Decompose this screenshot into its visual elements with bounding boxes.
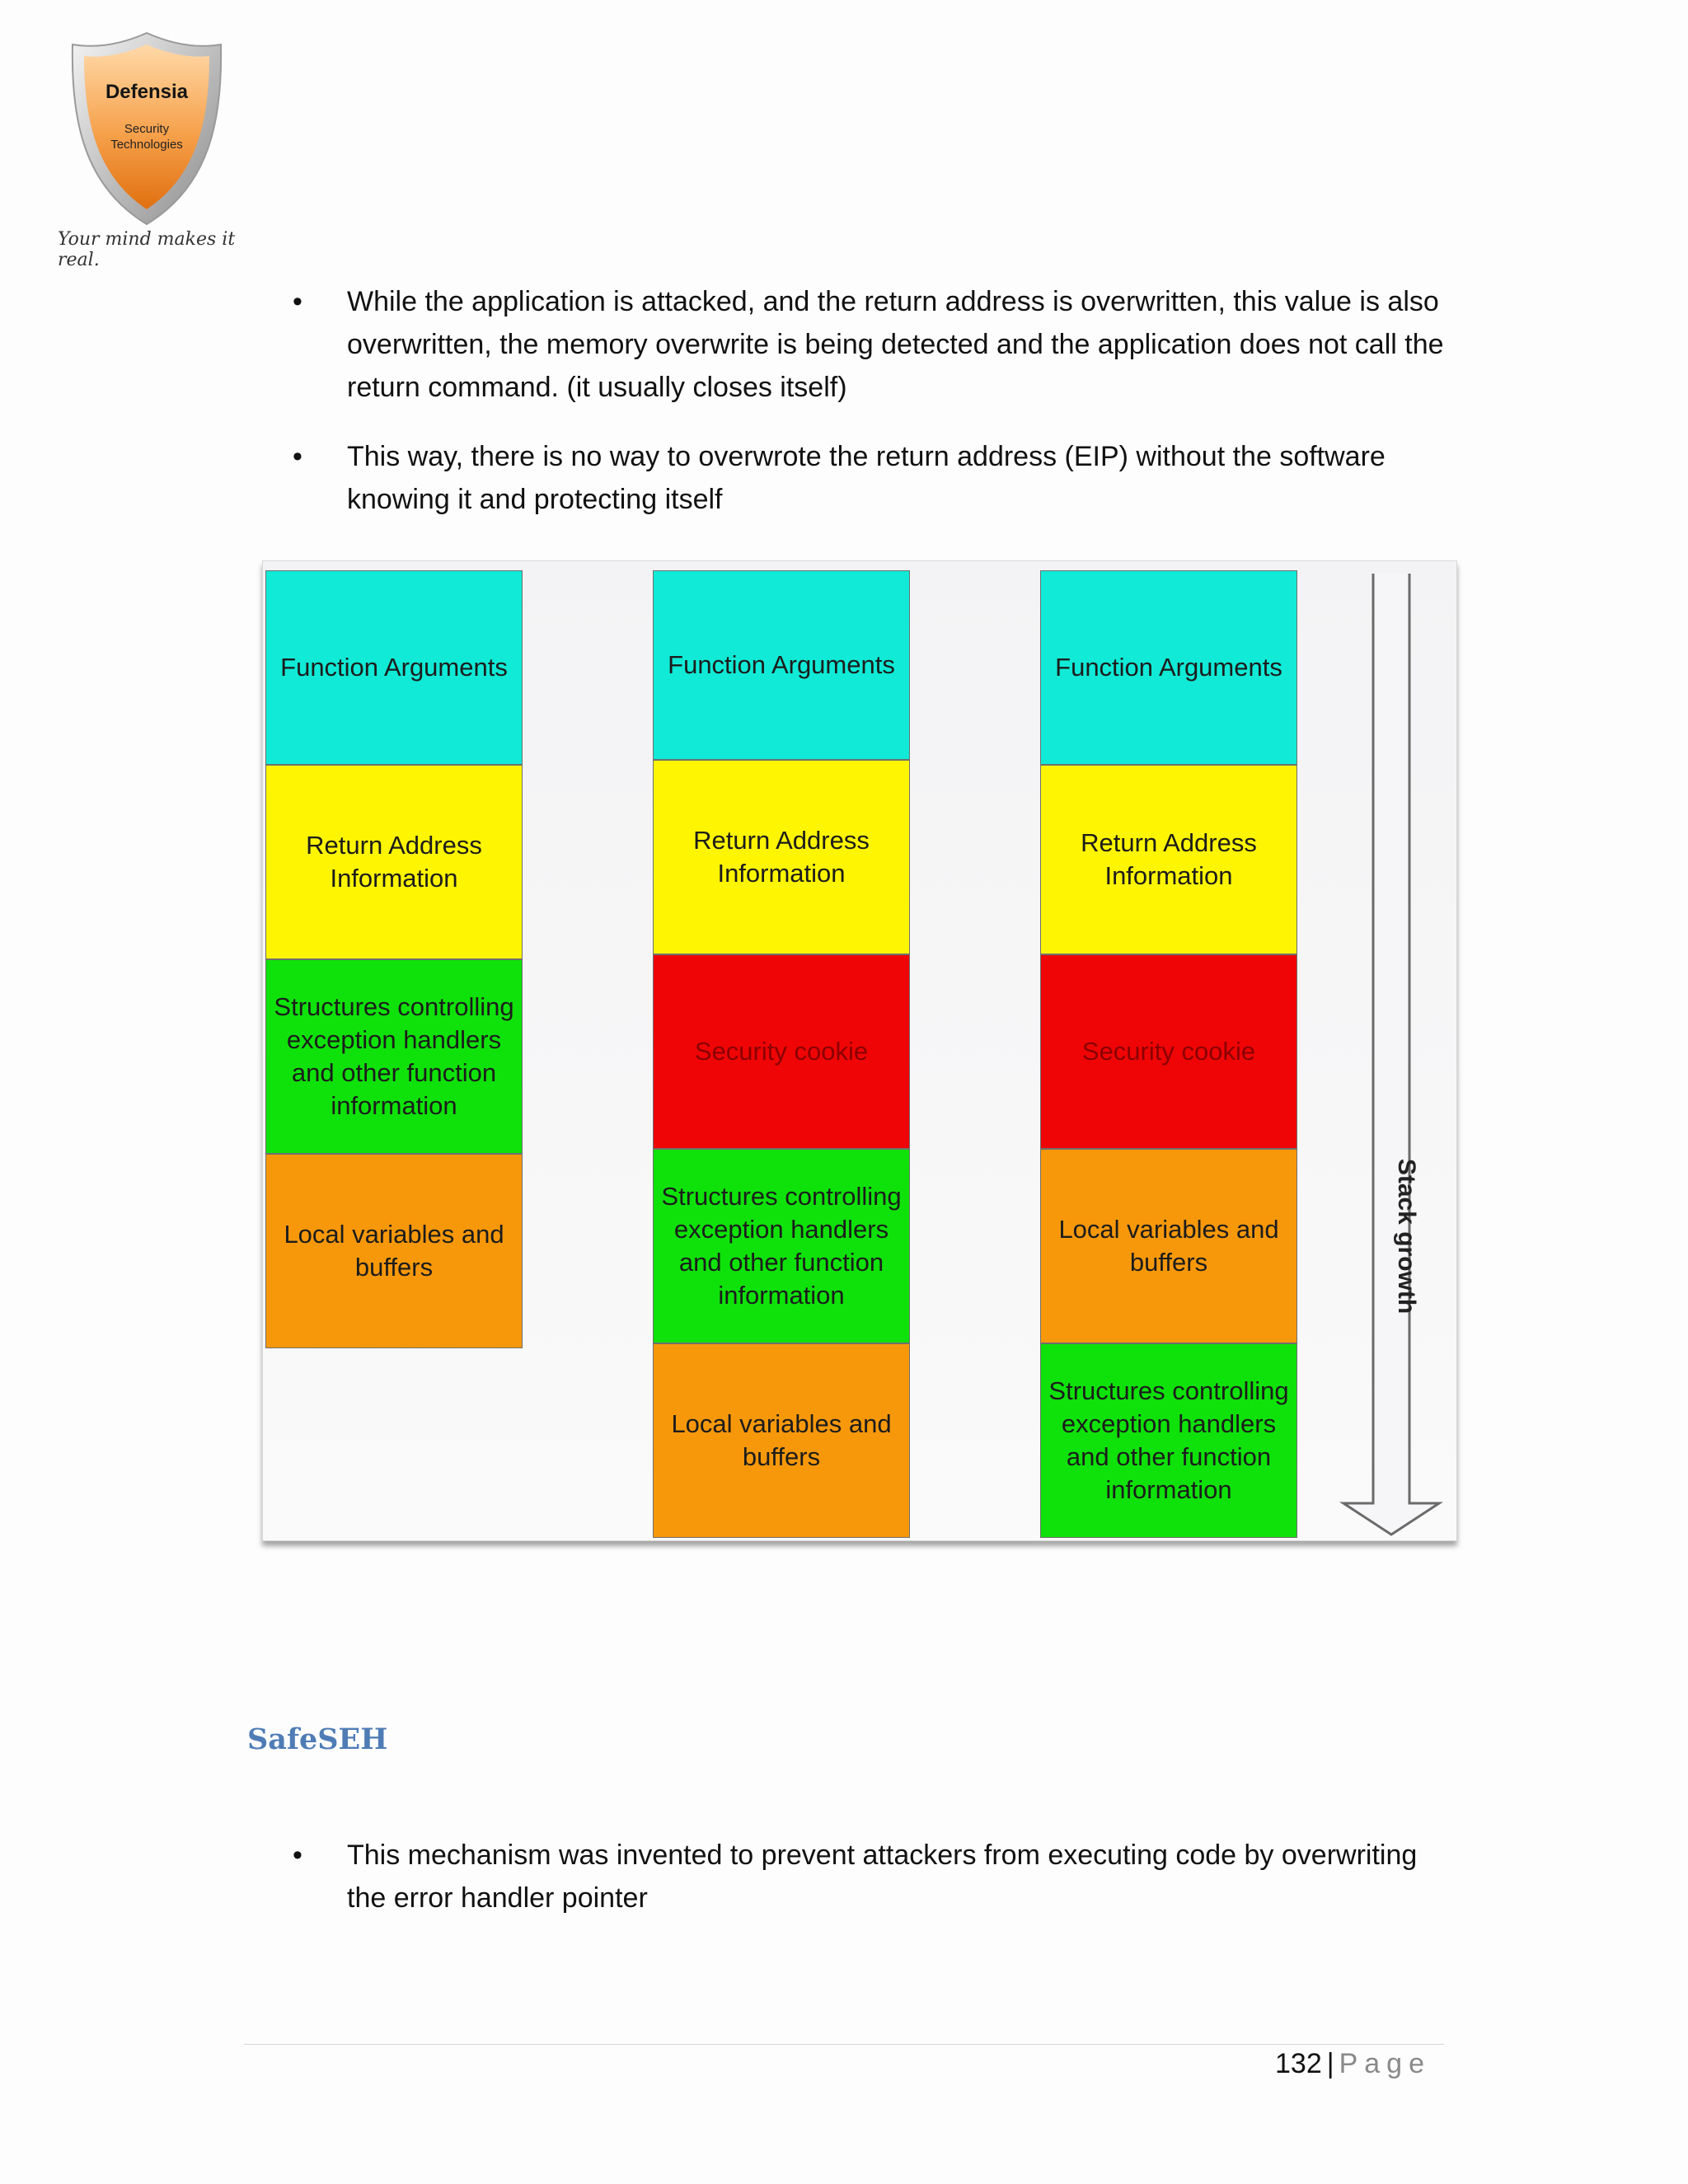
return-address-block: Return Address Information bbox=[265, 765, 523, 959]
bullet-text: This mechanism was invented to prevent attackers from executing code by overwriting the error handler pointer bbox=[347, 1840, 1418, 1914]
bullet-list-bottom bbox=[293, 1834, 1447, 1946]
logo-subtitle-line1: Security bbox=[124, 122, 170, 136]
bullet-list-top bbox=[293, 280, 1447, 547]
section-heading: SafeSEH bbox=[247, 1722, 388, 1756]
page-number: 132 bbox=[1275, 2048, 1322, 2079]
function-arguments-block: Function Arguments bbox=[1040, 570, 1297, 765]
stack-growth-label: Stack growth bbox=[1393, 1158, 1420, 1315]
security-cookie-block: Security cookie bbox=[653, 954, 910, 1149]
local-variables-block: Local variables and buffers bbox=[653, 1343, 910, 1538]
stack-layout-diagram bbox=[262, 560, 1457, 1541]
bullet-item bbox=[293, 435, 1447, 521]
footer-divider bbox=[244, 2044, 1444, 2045]
logo-subtitle-line2: Technologies bbox=[110, 138, 183, 152]
page-word: Page bbox=[1339, 2048, 1431, 2079]
bullet-marker: • bbox=[293, 1840, 302, 1871]
bullet-text: While the application is attacked, and the return address is overwritten, this value is also overwritten, the memory overwrite is being detected and the application does not call the return command. (it usually closes itself) bbox=[347, 286, 1444, 403]
bullet-item bbox=[293, 1834, 1447, 1919]
return-address-block: Return Address Information bbox=[1040, 765, 1297, 954]
function-arguments-block: Function Arguments bbox=[265, 570, 523, 765]
bullet-text: This way, there is no way to overwrote the return address (EIP) without the software knowing it and protecting itself bbox=[347, 441, 1386, 515]
security-cookie-block: Security cookie bbox=[1040, 954, 1297, 1149]
local-variables-block: Local variables and buffers bbox=[265, 1154, 523, 1348]
local-variables-block: Local variables and buffers bbox=[1040, 1149, 1297, 1343]
bullet-item bbox=[293, 280, 1447, 409]
logo-tagline: Your mind makes it real. bbox=[58, 229, 236, 270]
stack-growth-arrow-icon bbox=[1325, 569, 1457, 1541]
exception-structures-block: Structures controlling exception handlers and other function information bbox=[1040, 1343, 1297, 1538]
page-footer bbox=[1275, 2048, 1431, 2080]
footer-separator: | bbox=[1326, 2048, 1334, 2079]
logo-name: Defensia bbox=[105, 81, 189, 103]
function-arguments-block: Function Arguments bbox=[653, 570, 910, 760]
company-logo bbox=[68, 30, 226, 227]
exception-structures-block: Structures controlling exception handlers and other function information bbox=[265, 959, 523, 1154]
bullet-marker: • bbox=[293, 286, 302, 317]
return-address-block: Return Address Information bbox=[653, 760, 910, 954]
bullet-marker: • bbox=[293, 441, 302, 472]
exception-structures-block: Structures controlling exception handlers and other function information bbox=[653, 1149, 910, 1343]
